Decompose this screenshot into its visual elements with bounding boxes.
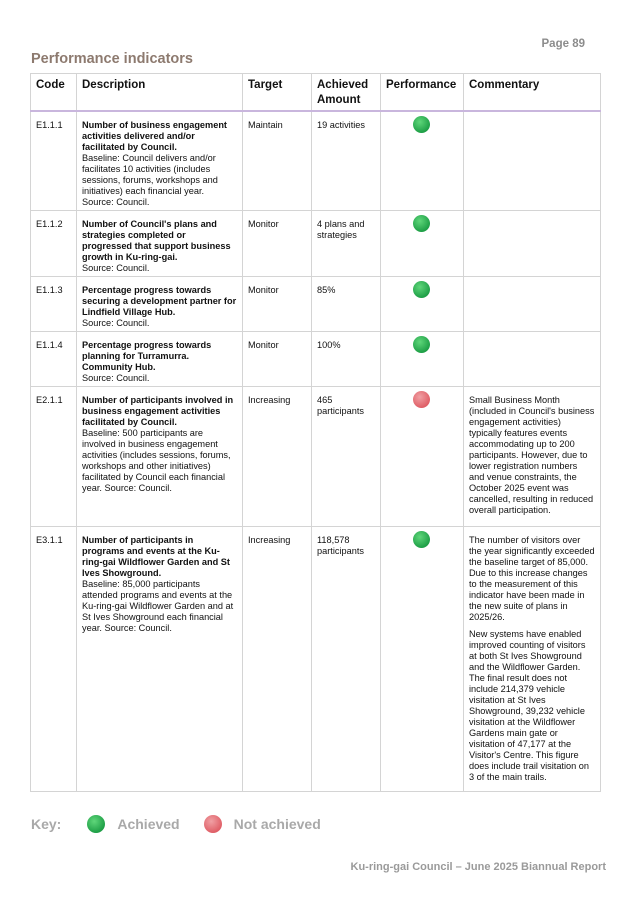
legend-not-achieved-label: Not achieved (233, 816, 321, 832)
description-text: Baseline: 500 participants are involved in business engagement activities (includes sessions, forums, workshops and other initiatives) facilitated by Council each financial year. Source: Council. (82, 428, 231, 493)
cell-target: Monitor (243, 211, 312, 277)
cell-commentary (464, 527, 601, 792)
commentary-paragraph: New systems have enabled improved counting of visitors at both St Ives Showground and the Wildflower Garden. The final result does not include 214,379 vehicle visitation at St Ives Showground, 39,232 vehicle visitation at the Wildflower Gardens main gate or visitation of 47,177 at the Visitor's Centre. This figure does include trail visitation on 3 of the main trails. (469, 629, 590, 782)
cell-achieved: 465 participants (312, 387, 381, 527)
achieved-legend-icon (87, 815, 105, 833)
table-row (31, 387, 601, 527)
table-row (31, 332, 601, 387)
performance-achieved-icon (413, 215, 430, 232)
legend-achieved-label: Achieved (117, 816, 180, 832)
performance-achieved-icon (413, 531, 430, 548)
cell-commentary (464, 387, 601, 527)
section-title: Performance indicators (31, 51, 193, 67)
cell-target: Monitor (243, 332, 312, 387)
table-header-row (31, 74, 601, 112)
cell-target: Increasing (243, 527, 312, 792)
cell-code: E1.1.1 (31, 111, 77, 211)
cell-description (77, 387, 243, 527)
cell-commentary (464, 277, 601, 332)
cell-code: E1.1.2 (31, 211, 77, 277)
description-text: Baseline: Council delivers and/or facilitates 10 activities (includes sessions, forums, workshops and initiatives) each financial year. Source: Council. (82, 153, 218, 207)
cell-description (77, 211, 243, 277)
performance-achieved-icon (413, 281, 430, 298)
description-text: Source: Council. (82, 263, 150, 273)
performance-achieved-icon (413, 336, 430, 353)
performance-indicators-table (30, 73, 601, 792)
cell-code: E3.1.1 (31, 527, 77, 792)
cell-description (77, 111, 243, 211)
cell-description (77, 332, 243, 387)
cell-performance (381, 211, 464, 277)
column-header-performance: Performance (381, 74, 464, 112)
cell-achieved: 100% (312, 332, 381, 387)
cell-performance (381, 332, 464, 387)
cell-achieved: 118,578 participants (312, 527, 381, 792)
description-bold: Percentage progress towards planning for Turramurra. Community Hub. (82, 340, 212, 372)
cell-commentary (464, 332, 601, 387)
cell-description (77, 527, 243, 792)
page-number: Page 89 (541, 38, 585, 50)
table-row (31, 111, 601, 211)
column-header-commentary: Commentary (464, 74, 601, 112)
performance-not-achieved-icon (413, 391, 430, 408)
description-text: Source: Council. (82, 373, 150, 383)
cell-performance (381, 277, 464, 332)
cell-performance (381, 527, 464, 792)
table-row (31, 527, 601, 792)
cell-achieved: 19 activities (312, 111, 381, 211)
description-bold: Percentage progress towards securing a development partner for Lindfield Village Hub. (82, 285, 237, 317)
not-achieved-legend-icon (204, 815, 222, 833)
column-header-target: Target (243, 74, 312, 112)
table-row (31, 277, 601, 332)
description-bold: Number of Council's plans and strategies completed or progressed that support business growth in Ku-ring-gai. (82, 219, 231, 262)
table-row (31, 211, 601, 277)
cell-achieved: 4 plans and strategies (312, 211, 381, 277)
performance-achieved-icon (413, 116, 430, 133)
column-header-code: Code (31, 74, 77, 112)
footer-report-title: Ku-ring-gai Council – June 2025 Biannual Report (350, 861, 606, 873)
description-text: Baseline: 85,000 participants attended programs and events at the Ku-ring-gai Wildflower Garden and at St Ives Showground each financial year. Source: Council. (82, 579, 234, 633)
description-bold: Number of participants in programs and events at the Ku-ring-gai Wildflower Garden and St Ives Showground. (82, 535, 230, 578)
description-text: Source: Council. (82, 318, 150, 328)
commentary-paragraph: Small Business Month (included in Council's business engagement activities) typically features events accommodating up to 200 participants. However, due to lower registration numbers and venue constraints, the October 2025 event was cancelled, resulting in reduced overall participation. (469, 395, 595, 515)
cell-commentary (464, 211, 601, 277)
description-bold: Number of business engagement activities delivered and/or facilitated by Council. (82, 120, 227, 152)
legend-label: Key: (31, 816, 62, 832)
legend (31, 813, 321, 835)
column-header-description: Description (77, 74, 243, 112)
cell-target: Maintain (243, 111, 312, 211)
cell-description (77, 277, 243, 332)
column-header-achieved-amount: Achieved Amount (312, 74, 381, 112)
cell-code: E1.1.3 (31, 277, 77, 332)
commentary-paragraph: The number of visitors over the year significantly exceeded the baseline target of 85,000. Due to this increase changes to the measurement of this indicator have been made in the new suite of plans in 2025/26. (469, 535, 595, 622)
cell-target: Increasing (243, 387, 312, 527)
cell-achieved: 85% (312, 277, 381, 332)
cell-performance (381, 111, 464, 211)
description-bold: Number of participants involved in business engagement activities facilitated by Council. (82, 395, 234, 427)
cell-code: E2.1.1 (31, 387, 77, 527)
cell-code: E1.1.4 (31, 332, 77, 387)
cell-commentary (464, 111, 601, 211)
cell-performance (381, 387, 464, 527)
cell-target: Monitor (243, 277, 312, 332)
